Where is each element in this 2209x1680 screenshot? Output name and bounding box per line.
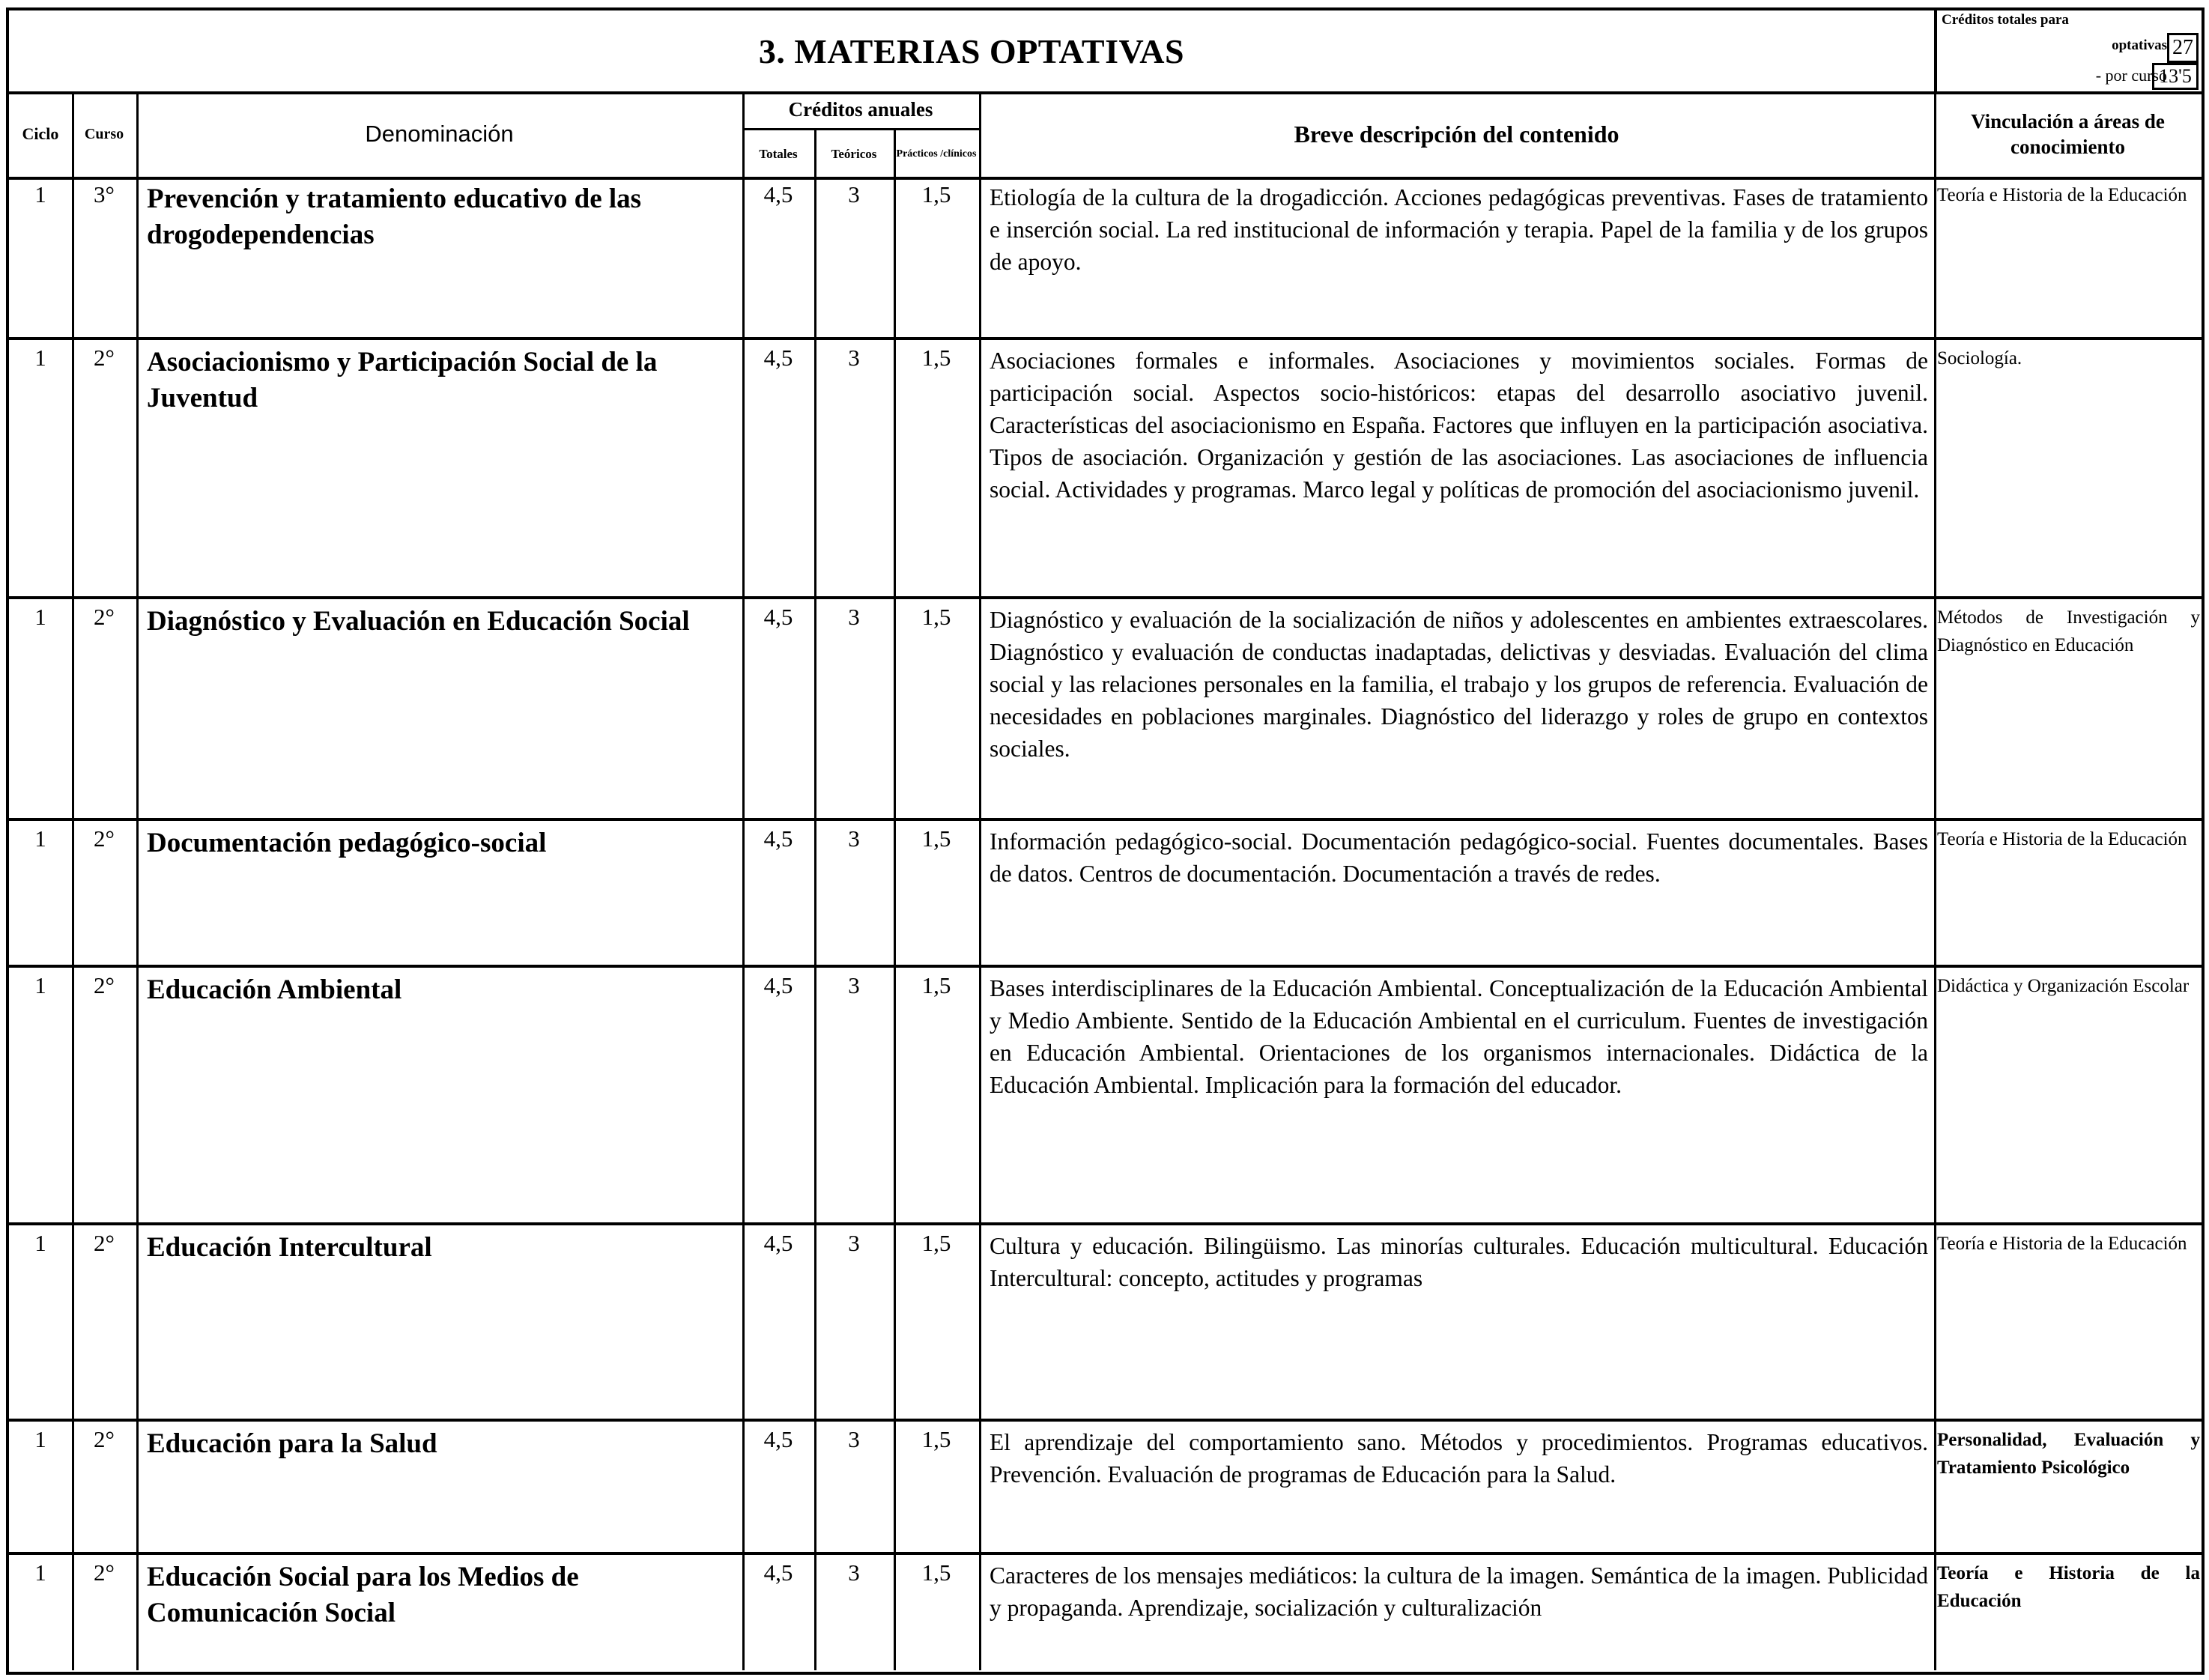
- cell-descripcion: Asociaciones formales e informales. Asociaciones y movimientos sociales. Formas de participación social. Aspectos socio-históricos: etapas del desarrollo asociativo juvenil. Características del asociacionismo en España. Factores que influyen en la participación asociativa. Tipos de asociación. Organización y gestión de las asociaciones. Las asociaciones de influencia social. Actividades y programas. Marco legal y políticas de promoción del asociacionismo juvenil.: [990, 348, 1928, 503]
- cell-totales: 4,5: [763, 1426, 793, 1452]
- cell-curso: 3°: [94, 181, 115, 207]
- header-curso: Curso: [84, 125, 124, 142]
- cell-practicos: 1,5: [921, 181, 951, 207]
- cell-denominacion: Educación Intercultural: [147, 1232, 432, 1263]
- cell-curso: 2°: [94, 972, 115, 998]
- cell-denominacion: Educación para la Salud: [147, 1428, 437, 1459]
- cell-area: Teoría e Historia de la Educación: [1937, 1563, 2200, 1611]
- cell-descripcion: Etiología de la cultura de la drogadicción. Acciones pedagógicas preventivas. Fases de tratamiento e inserción social. La red institucional de información y terapia. Papel de la familia y de los grupos de apoyo.: [990, 184, 1928, 275]
- cell-ciclo: 1: [34, 1426, 46, 1452]
- credits-total-value: 27: [2167, 33, 2199, 63]
- cell-practicos: 1,5: [921, 1426, 951, 1452]
- page-title: 3. MATERIAS OPTATIVAS: [758, 31, 1185, 70]
- cell-denominacion: Educación Social para los Medios de Comunicación Social: [147, 1562, 579, 1628]
- header-descripcion: Breve descripción del contenido: [1294, 120, 1619, 148]
- header-creditos: Créditos anuales: [742, 91, 979, 130]
- credits-per-course-label: - por curso: [2095, 66, 2167, 85]
- column-divider: [979, 177, 981, 1670]
- cell-totales: 4,5: [763, 1559, 793, 1586]
- column-divider: [72, 177, 74, 1670]
- header-vinculacion: Vinculación a áreas de conocimiento: [1971, 110, 2165, 158]
- cell-teoricos: 3: [848, 604, 860, 630]
- header-teoricos: Teóricos: [831, 146, 877, 161]
- cell-descripcion: Cultura y educación. Bilingüismo. Las minorías culturales. Educación multicultural. Educación Intercultural: concepto, actitudes y programas: [990, 1233, 1928, 1291]
- table-header: [9, 91, 2202, 180]
- cell-descripcion: Caracteres de los mensajes mediáticos: la cultura de la imagen. Semántica de la imagen. Publicidad y propaganda. Aprendizaje, socialización y culturalización: [990, 1562, 1928, 1621]
- column-divider: [1934, 177, 1936, 1670]
- cell-practicos: 1,5: [921, 604, 951, 630]
- column-divider: [742, 177, 745, 1670]
- cell-curso: 2°: [94, 345, 115, 371]
- cell-curso: 2°: [94, 1426, 115, 1452]
- column-divider: [136, 177, 139, 1670]
- cell-area: Teoría e Historia de la Educación: [1937, 185, 2187, 205]
- cell-area: Sociología.: [1937, 348, 2022, 369]
- table-row: [9, 1555, 2202, 1667]
- cell-ciclo: 1: [34, 1559, 46, 1586]
- cell-totales: 4,5: [763, 825, 793, 852]
- table-row: [9, 968, 2202, 1225]
- cell-totales: 4,5: [763, 181, 793, 207]
- cell-curso: 2°: [94, 604, 115, 630]
- cell-teoricos: 3: [848, 972, 860, 998]
- cell-descripcion: Bases interdisciplinares de la Educación Ambiental. Conceptualización de la Educación Ambiental y Medio Ambiente. Sentido de la Educación Ambiental en el curriculum. Fuentes de investigación en Educación Ambiental. Orientaciones de los organismos internacionales. Didáctica de la Educación Ambiental. Implicación para la formación del educador.: [990, 975, 1928, 1098]
- cell-totales: 4,5: [763, 972, 793, 998]
- table-row: [9, 1422, 2202, 1555]
- table-row: [9, 821, 2202, 968]
- cell-teoricos: 3: [848, 1426, 860, 1452]
- table-row: [9, 599, 2202, 821]
- table-row: [9, 177, 2202, 340]
- cell-area: Métodos de Investigación y Diagnóstico en Educación: [1937, 607, 2200, 655]
- cell-curso: 2°: [94, 825, 115, 852]
- cell-practicos: 1,5: [921, 1230, 951, 1256]
- cell-teoricos: 3: [848, 1230, 860, 1256]
- header-denominacion: Denominación: [365, 121, 514, 147]
- cell-teoricos: 3: [848, 345, 860, 371]
- cell-curso: 2°: [94, 1559, 115, 1586]
- header-ciclo: Ciclo: [22, 124, 59, 143]
- cell-ciclo: 1: [34, 1230, 46, 1256]
- title-row: [9, 10, 2202, 94]
- document-page: [6, 7, 2205, 1675]
- cell-denominacion: Diagnóstico y Evaluación en Educación Social: [147, 606, 690, 637]
- cell-descripcion: Diagnóstico y evaluación de la socialización de niños y adolescentes en ambientes extraescolares. Diagnóstico y evaluación de conductas inadaptadas, delictivas y desviadas. Evaluación del clima social y las relaciones personales en la familia, el trabajo y los grupos de referencia. Evaluación de necesidades en poblaciones marginales. Diagnóstico del liderazgo y roles de grupo en contextos sociales.: [990, 607, 1928, 762]
- header-totales: Totales: [759, 146, 798, 161]
- cell-area: Teoría e Historia de la Educación: [1937, 1234, 2187, 1254]
- cell-denominacion: Educación Ambiental: [147, 974, 402, 1005]
- header-practicos: Prácticos /clínicos: [896, 148, 977, 160]
- credits-summary-box: [1934, 10, 2202, 91]
- credits-total-label: Créditos totales para: [1942, 12, 2069, 28]
- table-row: [9, 1225, 2202, 1422]
- cell-practicos: 1,5: [921, 972, 951, 998]
- cell-denominacion: Documentación pedagógico-social: [147, 828, 547, 858]
- cell-teoricos: 3: [848, 825, 860, 852]
- cell-totales: 4,5: [763, 604, 793, 630]
- cell-teoricos: 3: [848, 181, 860, 207]
- cell-denominacion: Prevención y tratamiento educativo de las drogodependencias: [147, 184, 642, 250]
- column-divider: [814, 177, 816, 1670]
- cell-ciclo: 1: [34, 825, 46, 852]
- cell-ciclo: 1: [34, 345, 46, 371]
- cell-area: Personalidad, Evaluación y Tratamiento Psicológico: [1937, 1430, 2200, 1478]
- column-divider: [894, 177, 896, 1670]
- cell-totales: 4,5: [763, 1230, 793, 1256]
- cell-curso: 2°: [94, 1230, 115, 1256]
- cell-totales: 4,5: [763, 345, 793, 371]
- cell-ciclo: 1: [34, 604, 46, 630]
- cell-denominacion: Asociacionismo y Participación Social de la Juventud: [147, 347, 658, 413]
- header-creditos-group: [742, 91, 979, 177]
- cell-practicos: 1,5: [921, 825, 951, 852]
- table-row: [9, 340, 2202, 599]
- credits-per-course-value: 13'5: [2152, 63, 2199, 90]
- cell-area: Teoría e Historia de la Educación: [1937, 829, 2187, 849]
- cell-ciclo: 1: [34, 972, 46, 998]
- cell-descripcion: El aprendizaje del comportamiento sano. Métodos y procedimientos. Programas educativos. Prevención. Evaluación de programas de Educación para la Salud.: [990, 1429, 1928, 1488]
- cell-teoricos: 3: [848, 1559, 860, 1586]
- cell-ciclo: 1: [34, 181, 46, 207]
- credits-optativas-label: optativas: [2112, 37, 2167, 53]
- cell-descripcion: Información pedagógico-social. Documentación pedagógico-social. Fuentes documentales. Bases de datos. Centros de documentación. Documentación a través de redes.: [990, 828, 1928, 887]
- cell-practicos: 1,5: [921, 345, 951, 371]
- cell-area: Didáctica y Organización Escolar: [1937, 976, 2190, 996]
- cell-practicos: 1,5: [921, 1559, 951, 1586]
